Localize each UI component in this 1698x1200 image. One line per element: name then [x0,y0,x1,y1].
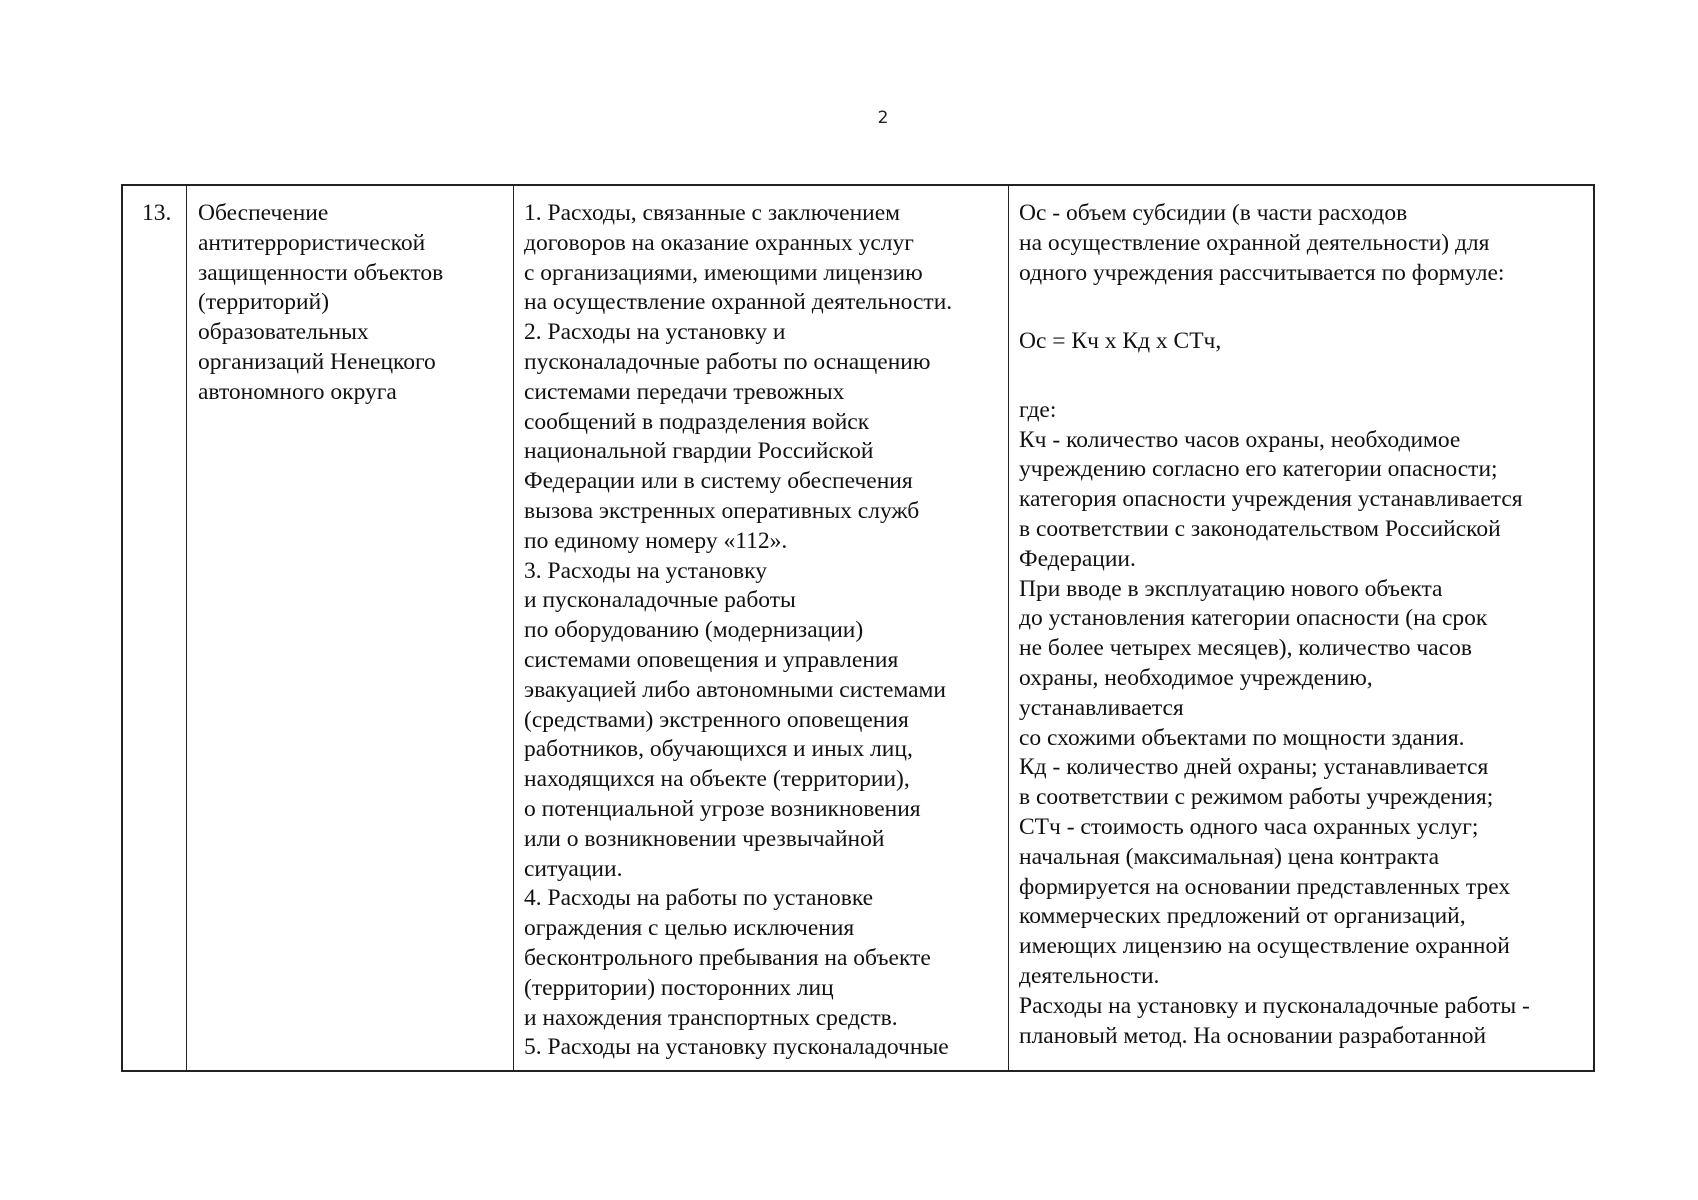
expenses-line: (средствами) экстренного оповещения [524,706,909,733]
activity-name-line: образовательных [198,319,369,346]
calc-body-line: коммерческих предложений от организаций, [1019,903,1466,930]
blank-line [1019,288,1595,318]
expenses-line: о потенциальной угрозе возникновения [524,795,921,822]
calc-body-line: начальная (максимальная) цена контракта [1019,843,1440,870]
expenses-line: 1. Расходы, связанные с заключением [524,200,901,226]
calc-body-line: категория опасности учреждения устанавливается [1019,486,1523,513]
row-number: 13. [142,200,172,226]
expenses-line: (территории) посторонних лиц [524,974,834,1001]
calculation-cell [1008,186,1595,1070]
calc-body-line: Расходы на установку и пусконаладочные работы - [1019,992,1530,1019]
formula: Ос = Кч х Кд х СТч, [1019,328,1222,355]
calc-body-line: со схожими объектами по мощности здания. [1019,724,1465,751]
calc-intro [1019,199,1595,288]
expenses-line: ситуации. [524,855,623,882]
calc-body-line: где: [1019,396,1057,423]
blank-line [1019,366,1595,396]
expenses-line: вызова экстренных оперативных служб [524,497,920,524]
expenses-line: или о возникновении чрезвычайной [524,825,885,852]
expenses-line: Федерации или в систему обеспечения [524,468,913,495]
expenses-line: с организациями, имеющими лицензию [524,259,923,286]
calc-body [1019,396,1595,1052]
expenses-line: 2. Расходы на установку и [524,319,786,346]
calc-intro-line: на осуществление охранной деятельности) для [1019,229,1490,256]
calc-body-line: охраны, необходимое учреждению, [1019,664,1373,691]
expenses-line: договоров на оказание охранных услуг [524,229,914,256]
expenses-line: и пусконаладочные работы [524,587,796,614]
expenses-line: работников, обучающихся и иных лиц, [524,736,913,763]
activity-name-line: (территорий) [198,289,330,316]
expenses-line: национальной гвардии Российской [524,438,874,465]
calc-intro-line: Ос - объем субсидии (в части расходов [1019,200,1408,226]
calc-body-line: имеющих лицензию на осуществление охранной [1019,933,1510,960]
expenses-line: эвакуацией либо автономными системами [524,676,946,703]
calc-body-line: Кч - количество часов охраны, необходимое [1019,426,1461,453]
calc-body-line: не более четырех месяцев), количество часов [1019,635,1472,662]
expenses-line: по оборудованию (модернизации) [524,617,864,644]
calc-intro-line: одного учреждения рассчитывается по формуле: [1019,259,1505,286]
calc-body-line: устанавливается [1019,694,1184,721]
expenses-line: по единому номеру «112». [524,527,788,554]
calc-body-line: При вводе в эксплуатацию нового объекта [1019,575,1443,602]
page-number: 2 [877,108,889,128]
expenses-line: 4. Расходы на работы по установке [524,885,874,912]
activity-name-line: антитеррористической [198,229,426,256]
expenses-line: ограждения с целью исключения [524,915,855,942]
expenses-line: находящихся на объекте (территории), [524,766,910,793]
activity-name-cell [186,186,513,1070]
row-number-cell [123,186,186,1070]
expenses-line: сообщений в подразделения войск [524,408,870,435]
calc-body-line: учреждению согласно его категории опасности; [1019,456,1498,483]
calc-body-line: плановый метод. На основании разработанной [1019,1022,1487,1049]
document-table [121,184,1595,1072]
activity-name-line: Обеспечение [198,200,329,226]
expenses-line: бесконтрольного пребывания на объекте [524,944,931,971]
calc-body-line: формируется на основании представленных трех [1019,873,1511,900]
calc-body-line: СТч - стоимость одного часа охранных услуг; [1019,813,1479,840]
expenses-line: системами оповещения и управления [524,646,899,673]
expenses-line: 5. Расходы на установку пусконаладочные [524,1034,949,1061]
calc-body-line: Федерации. [1019,545,1136,572]
expenses-line: пусконаладочные работы по оснащению [524,348,931,375]
calc-body-line: в соответствии с законодательством Российской [1019,515,1501,542]
expenses-line: системами передачи тревожных [524,378,845,405]
expenses-cell [513,186,1008,1070]
activity-name-line: защищенности объектов [198,259,444,286]
expenses-line: и нахождения транспортных средств. [524,1004,898,1031]
activity-name-line: организаций Ненецкого [198,348,436,375]
expenses-line: 3. Расходы на установку [524,557,767,584]
calc-body-line: Кд - количество дней охраны; устанавливается [1019,754,1489,781]
calc-body-line: в соответствии с режимом работы учреждения; [1019,784,1494,811]
activity-name-line: автономного округа [198,378,397,405]
calc-body-line: до установления категории опасности (на срок [1019,605,1488,632]
expenses-line: на осуществление охранной деятельности. [524,289,953,316]
calc-body-line: деятельности. [1019,962,1160,989]
